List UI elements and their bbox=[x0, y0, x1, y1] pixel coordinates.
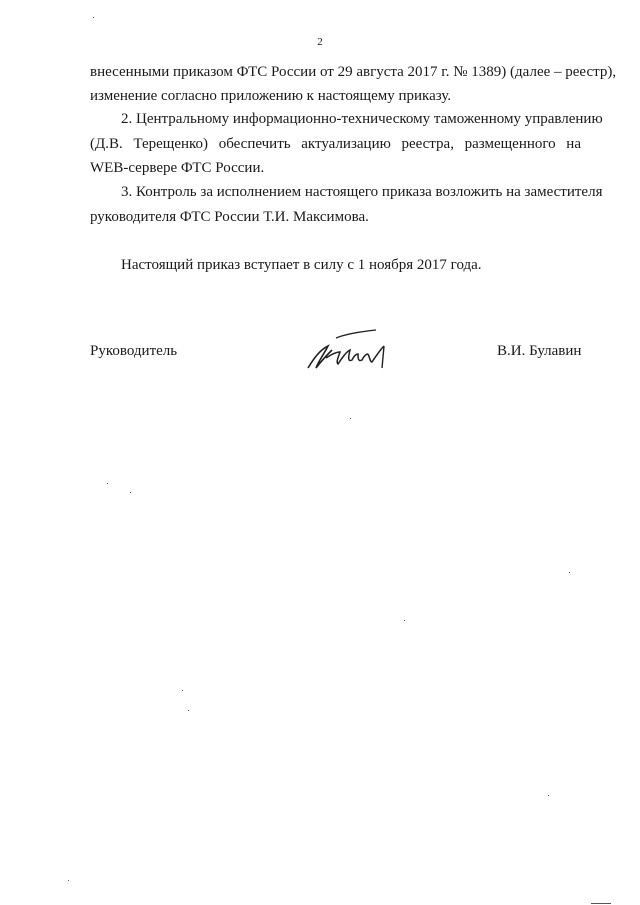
scan-speck bbox=[404, 620, 405, 621]
scan-speck bbox=[569, 572, 570, 573]
scan-speck bbox=[68, 880, 69, 881]
page-number: 2 bbox=[317, 36, 323, 48]
scan-speck bbox=[350, 418, 351, 419]
paragraph-3-line-2: руководителя ФТС России Т.И. Максимова. bbox=[90, 209, 369, 225]
paragraph-2-line-3: WEB-сервере ФТС России. bbox=[90, 160, 265, 176]
signatory-name: В.И. Булавин bbox=[497, 343, 582, 359]
paragraph-1-line-2: изменение согласно приложению к настоящему приказу. bbox=[90, 88, 452, 104]
scan-speck bbox=[188, 710, 189, 711]
paragraph-1-line-1: внесенными приказом ФТС России от 29 августа 2017 г. № 1389) (далее – реестр), bbox=[90, 64, 617, 80]
paragraph-2-line-1: 2. Центральному информационно-техническому таможенному управлению bbox=[121, 111, 603, 127]
scan-speck bbox=[182, 690, 183, 691]
paragraph-2-line-2: (Д.В. Терещенко) обеспечить актуализацию реестра, размещенного на bbox=[90, 136, 581, 152]
scan-speck bbox=[93, 17, 94, 18]
handwritten-signature bbox=[306, 328, 392, 376]
paragraph-3-line-1: 3. Контроль за исполнением настоящего приказа возложить на заместителя bbox=[121, 184, 603, 200]
effective-date-statement: Настоящий приказ вступает в силу с 1 ноября 2017 года. bbox=[121, 257, 482, 273]
scan-speck bbox=[130, 492, 131, 493]
scan-speck bbox=[548, 795, 549, 796]
signatory-title: Руководитель bbox=[90, 343, 178, 359]
scan-speck bbox=[107, 483, 108, 484]
scan-speck bbox=[591, 903, 611, 904]
